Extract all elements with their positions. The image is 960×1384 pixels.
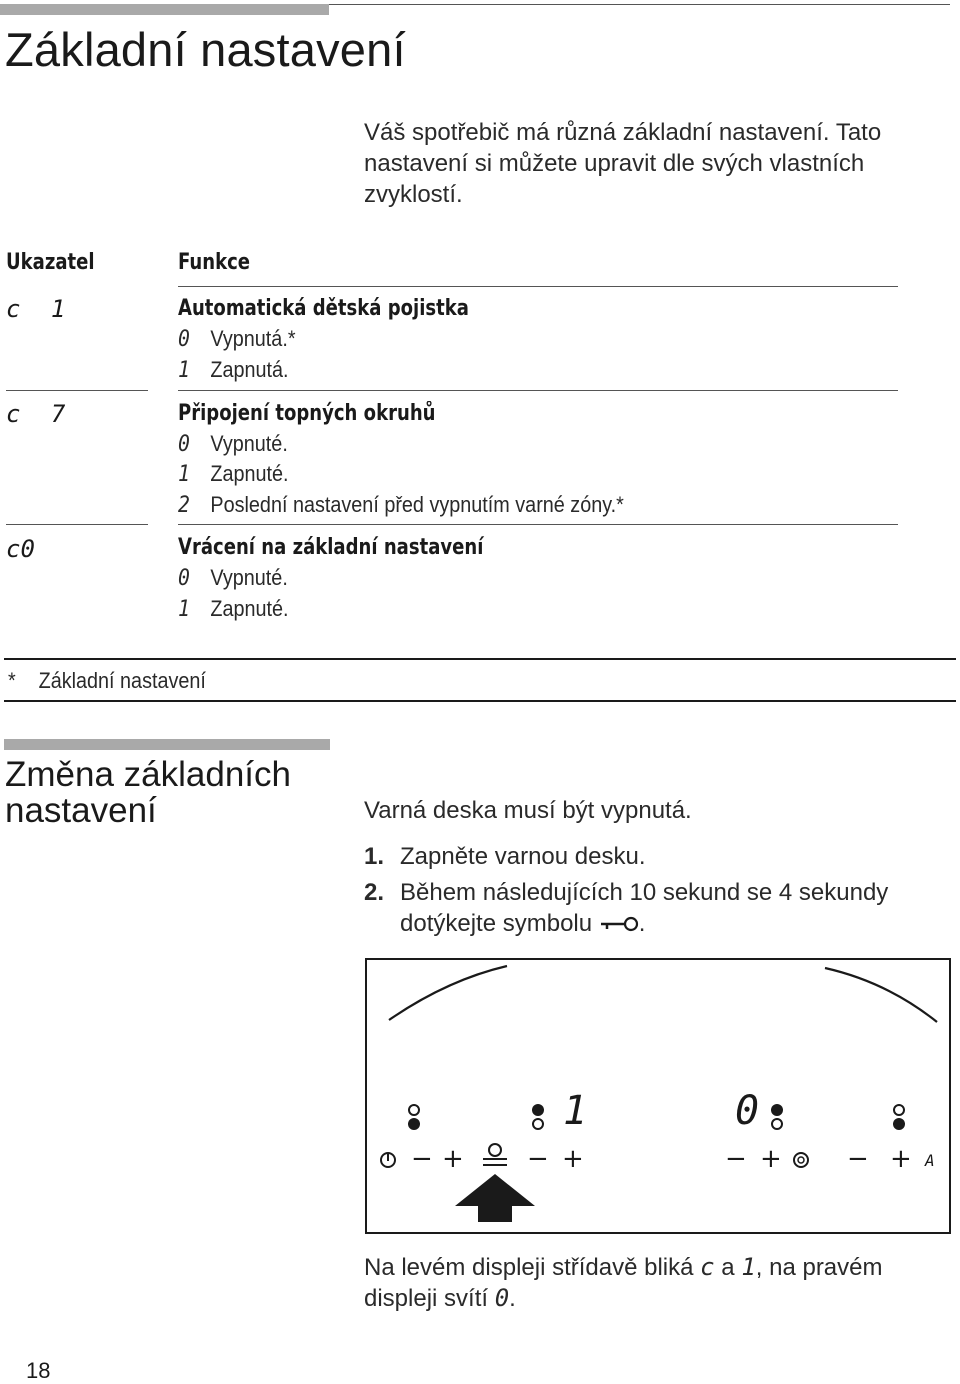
hob-control-panel — [365, 958, 951, 1234]
section-bar — [4, 739, 330, 750]
row-divider-left — [6, 524, 148, 525]
indicator-c0: c0 — [6, 535, 35, 563]
result-text-end: . — [509, 1285, 516, 1312]
option-value: 1 — [178, 358, 190, 383]
footnote-top-rule — [4, 658, 956, 660]
zone-dot-empty — [772, 1119, 782, 1129]
minus-button[interactable]: − — [411, 1144, 433, 1174]
option-row — [178, 326, 296, 352]
plus-button[interactable]: + — [890, 1144, 912, 1174]
minus-button[interactable]: − — [847, 1144, 869, 1174]
cooking-zone-arc-right — [825, 968, 937, 1022]
col-indicator-header: Ukazatel — [6, 250, 95, 275]
option-row — [178, 431, 288, 457]
header-rule — [329, 4, 950, 5]
option-row — [178, 565, 288, 591]
indicator-c1: c 1 — [6, 295, 74, 323]
section-title: Změna základních nastavení — [5, 755, 291, 830]
display-1-glyph: 1 — [741, 1253, 756, 1281]
row-title: Vrácení na základní nastavení — [178, 535, 484, 560]
option-label: Zapnuté. — [210, 596, 289, 621]
col-function-header: Funkce — [178, 250, 251, 275]
step-text: Zapněte varnou desku. — [400, 843, 646, 870]
row-divider — [178, 524, 898, 525]
plus-button[interactable]: + — [562, 1144, 584, 1174]
option-label: Zapnutá. — [210, 357, 289, 382]
option-value: 0 — [178, 432, 190, 457]
result-text-mid: , na pravém displeji svítí — [364, 1254, 883, 1312]
precondition-text: Varná deska musí být vypnutá. — [364, 797, 692, 824]
plus-button[interactable]: + — [442, 1144, 464, 1174]
step-number: 2. — [364, 879, 385, 906]
table-rule — [178, 286, 898, 287]
footnote-bottom-rule — [4, 700, 956, 702]
option-label: Poslední nastavení před vypnutím varné zóny.* — [210, 492, 624, 517]
left-display: 1 — [563, 1088, 588, 1134]
option-value: 0 — [178, 327, 190, 352]
zone-dot-empty — [894, 1105, 904, 1115]
step-text-end: . — [638, 910, 646, 937]
minus-button[interactable]: − — [725, 1144, 747, 1174]
row-title: Automatická dětská pojistka — [178, 296, 469, 321]
page-number: 18 — [26, 1358, 51, 1383]
zone-dot-filled — [771, 1104, 783, 1116]
zone-dot-filled — [532, 1104, 544, 1116]
timer-icon — [794, 1153, 808, 1167]
result-text-start: Na levém displeji střídavě bliká — [364, 1254, 694, 1281]
step-2 — [364, 877, 934, 939]
power-icon — [381, 1153, 395, 1167]
header-bar — [0, 4, 329, 15]
row-title: Připojení topných okruhů — [178, 401, 436, 426]
option-row — [178, 357, 289, 383]
step-number: 1. — [364, 843, 385, 870]
option-label: Vypnutá.* — [210, 326, 296, 351]
zone-dot-filled — [893, 1118, 905, 1130]
auto-icon: A — [925, 1151, 935, 1170]
option-row — [178, 461, 289, 487]
display-c-glyph: c — [700, 1253, 715, 1281]
option-value: 2 — [178, 493, 190, 518]
zone-dot-empty — [409, 1105, 419, 1115]
row-divider-left — [6, 390, 148, 391]
option-value: 1 — [178, 462, 190, 487]
key-icon — [599, 915, 639, 933]
childlock-key-icon — [483, 1144, 507, 1165]
intro-text: Váš spotřebič má různá základní nastavení. Tato nastavení si můžete upravit dle svých vlastních zvyklostí. — [364, 119, 882, 208]
option-value: 1 — [178, 597, 190, 622]
minus-button[interactable]: − — [527, 1144, 549, 1174]
indicator-c7: c 7 — [6, 400, 74, 428]
option-row — [178, 596, 289, 622]
arrow-up-icon — [455, 1174, 535, 1222]
row-divider — [178, 390, 898, 391]
option-label: Zapnuté. — [210, 461, 289, 486]
step-1 — [364, 841, 646, 872]
footnote-mark: * — [8, 668, 16, 693]
zone-dot-empty — [533, 1119, 543, 1129]
result-text — [364, 1252, 934, 1314]
step-text: Během následujících 10 sekund se 4 sekundy dotýkejte symbolu — [400, 879, 889, 937]
option-row — [178, 492, 624, 518]
option-label: Vypnuté. — [210, 431, 288, 456]
footnote — [8, 668, 206, 694]
zone-dot-filled — [408, 1118, 420, 1130]
cooking-zone-arc-left — [389, 966, 507, 1020]
result-text-and: a — [721, 1254, 735, 1281]
right-display: 0 — [735, 1088, 760, 1134]
option-label: Vypnuté. — [210, 565, 288, 590]
page-title: Základní nastavení — [5, 23, 406, 76]
plus-button[interactable]: + — [760, 1144, 782, 1174]
option-value: 0 — [178, 566, 190, 591]
footnote-text: Základní nastavení — [38, 668, 206, 693]
display-0-glyph: 0 — [494, 1284, 510, 1312]
